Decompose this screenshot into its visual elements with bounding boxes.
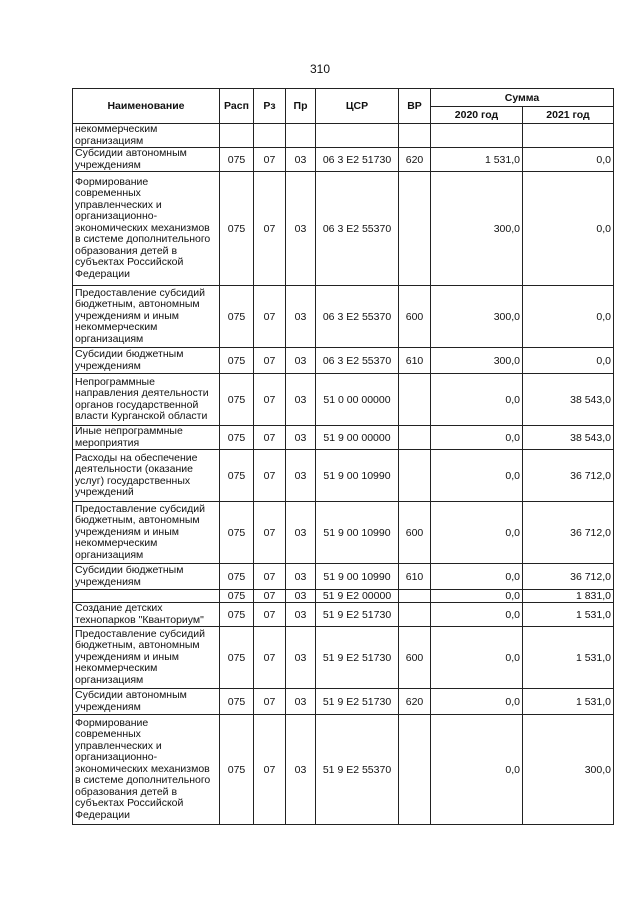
row-rz-cell: 07: [254, 603, 286, 627]
row-rasp-cell: 075: [220, 426, 254, 450]
row-name-cell: Расходы на обеспечение деятельности (оказание услуг) государственных учреждений: [73, 450, 220, 502]
row-rasp-cell: 075: [220, 627, 254, 689]
budget-table: [72, 88, 614, 825]
row-sum-2020-cell: [431, 124, 523, 148]
row-csr-cell: 51 9 Е2 51730: [316, 627, 399, 689]
row-rz-cell: 07: [254, 590, 286, 603]
row-vr-cell: 600: [399, 502, 431, 564]
row-name-cell: Предоставление субсидий бюджетным, автономным учреждениям и иным некоммерческим организациям: [73, 627, 220, 689]
row-name-cell: Непрограммные направления деятельности органов государственной власти Курганской области: [73, 374, 220, 426]
table-row: [73, 502, 614, 564]
row-rz-cell: 07: [254, 286, 286, 348]
row-csr-cell: 51 9 Е2 00000: [316, 590, 399, 603]
row-rasp-cell: 075: [220, 689, 254, 715]
table-row: [73, 172, 614, 286]
row-sum-2021-cell: 36 712,0: [523, 450, 614, 502]
row-sum-2020-cell: 0,0: [431, 502, 523, 564]
table-row: [73, 627, 614, 689]
row-pr-cell: 03: [286, 148, 316, 172]
row-csr-cell: 51 9 Е2 51730: [316, 689, 399, 715]
row-rz-cell: [254, 124, 286, 148]
row-pr-cell: 03: [286, 286, 316, 348]
row-csr-cell: 51 0 00 00000: [316, 374, 399, 426]
row-rasp-cell: 075: [220, 374, 254, 426]
table-row: [73, 148, 614, 172]
row-pr-cell: 03: [286, 426, 316, 450]
row-pr-cell: 03: [286, 374, 316, 426]
row-name-cell: Формирование современных управленческих и организационно-экономических механизмов в системе дополнительного образования детей в субъектах Российской Федерации: [73, 715, 220, 825]
table-header: [73, 89, 614, 124]
row-rz-cell: 07: [254, 172, 286, 286]
row-sum-2020-cell: 0,0: [431, 627, 523, 689]
row-name-cell: Субсидии бюджетным учреждениям: [73, 348, 220, 374]
row-rz-cell: 07: [254, 348, 286, 374]
header-vr: ВР: [399, 89, 431, 124]
row-sum-2021-cell: 1 531,0: [523, 627, 614, 689]
row-sum-2020-cell: 0,0: [431, 603, 523, 627]
row-sum-2021-cell: 0,0: [523, 148, 614, 172]
row-rasp-cell: 075: [220, 502, 254, 564]
row-csr-cell: 06 3 Е2 51730: [316, 148, 399, 172]
row-vr-cell: 620: [399, 148, 431, 172]
row-pr-cell: 03: [286, 564, 316, 590]
row-pr-cell: 03: [286, 450, 316, 502]
header-year-2020: 2020 год: [431, 107, 523, 124]
row-name-cell: некоммерческим организациям: [73, 124, 220, 148]
row-rasp-cell: 075: [220, 603, 254, 627]
row-vr-cell: 610: [399, 348, 431, 374]
row-sum-2020-cell: 1 531,0: [431, 148, 523, 172]
row-rasp-cell: 075: [220, 715, 254, 825]
row-sum-2021-cell: 0,0: [523, 172, 614, 286]
row-vr-cell: [399, 172, 431, 286]
row-vr-cell: 600: [399, 627, 431, 689]
header-summa: Сумма: [431, 89, 614, 107]
row-vr-cell: 620: [399, 689, 431, 715]
row-sum-2020-cell: 0,0: [431, 426, 523, 450]
row-pr-cell: 03: [286, 348, 316, 374]
row-pr-cell: 03: [286, 715, 316, 825]
row-name-cell: Иные непрограммные мероприятия: [73, 426, 220, 450]
row-pr-cell: 03: [286, 627, 316, 689]
row-csr-cell: 51 9 Е2 55370: [316, 715, 399, 825]
row-rasp-cell: 075: [220, 172, 254, 286]
row-sum-2021-cell: 0,0: [523, 348, 614, 374]
header-rasp: Расп: [220, 89, 254, 124]
row-csr-cell: [316, 124, 399, 148]
row-sum-2021-cell: 38 543,0: [523, 426, 614, 450]
row-sum-2021-cell: 36 712,0: [523, 502, 614, 564]
header-pr: Пр: [286, 89, 316, 124]
table-row: [73, 715, 614, 825]
row-sum-2020-cell: 300,0: [431, 348, 523, 374]
row-sum-2021-cell: [523, 124, 614, 148]
row-rz-cell: 07: [254, 627, 286, 689]
row-name-cell: Предоставление субсидий бюджетным, автономным учреждениям и иным некоммерческим организациям: [73, 502, 220, 564]
table-row: [73, 426, 614, 450]
row-csr-cell: 51 9 00 10990: [316, 502, 399, 564]
row-rasp-cell: [220, 124, 254, 148]
row-rz-cell: 07: [254, 715, 286, 825]
row-rasp-cell: 075: [220, 564, 254, 590]
table-row: [73, 590, 614, 603]
row-name-cell: Создание детских технопарков "Кванториум": [73, 603, 220, 627]
row-csr-cell: 06 3 Е2 55370: [316, 348, 399, 374]
row-rz-cell: 07: [254, 374, 286, 426]
row-sum-2021-cell: 1 831,0: [523, 590, 614, 603]
row-csr-cell: 06 3 Е2 55370: [316, 172, 399, 286]
row-csr-cell: 51 9 00 00000: [316, 426, 399, 450]
row-name-cell: Формирование современных управленческих и организационно-экономических механизмов в системе дополнительного образования детей в субъектах Российской Федерации: [73, 172, 220, 286]
table-row: [73, 124, 614, 148]
header-csr: ЦСР: [316, 89, 399, 124]
row-pr-cell: 03: [286, 172, 316, 286]
table-row: [73, 286, 614, 348]
row-name-cell: Субсидии автономным учреждениям: [73, 689, 220, 715]
table-row: [73, 374, 614, 426]
header-rz: Рз: [254, 89, 286, 124]
row-csr-cell: 51 9 00 10990: [316, 564, 399, 590]
row-vr-cell: [399, 426, 431, 450]
row-pr-cell: [286, 124, 316, 148]
row-sum-2020-cell: 0,0: [431, 374, 523, 426]
row-rz-cell: 07: [254, 426, 286, 450]
row-sum-2020-cell: 0,0: [431, 450, 523, 502]
row-sum-2020-cell: 0,0: [431, 689, 523, 715]
row-vr-cell: [399, 124, 431, 148]
row-name-cell: Субсидии автономным учреждениям: [73, 148, 220, 172]
row-rasp-cell: 075: [220, 286, 254, 348]
row-vr-cell: [399, 374, 431, 426]
header-name: Наименование: [73, 89, 220, 124]
table-row: [73, 348, 614, 374]
row-vr-cell: 610: [399, 564, 431, 590]
row-rz-cell: 07: [254, 148, 286, 172]
row-rasp-cell: 075: [220, 450, 254, 502]
row-rasp-cell: 075: [220, 148, 254, 172]
row-vr-cell: [399, 715, 431, 825]
row-vr-cell: [399, 603, 431, 627]
row-csr-cell: 51 9 00 10990: [316, 450, 399, 502]
row-sum-2020-cell: 0,0: [431, 564, 523, 590]
row-name-cell: Субсидии бюджетным учреждениям: [73, 564, 220, 590]
row-pr-cell: 03: [286, 603, 316, 627]
row-rz-cell: 07: [254, 502, 286, 564]
row-rasp-cell: 075: [220, 590, 254, 603]
row-sum-2021-cell: 36 712,0: [523, 564, 614, 590]
row-rz-cell: 07: [254, 689, 286, 715]
table-row: [73, 450, 614, 502]
row-pr-cell: 03: [286, 590, 316, 603]
row-sum-2021-cell: 300,0: [523, 715, 614, 825]
row-sum-2020-cell: 0,0: [431, 715, 523, 825]
row-csr-cell: 06 3 Е2 55370: [316, 286, 399, 348]
row-sum-2021-cell: 0,0: [523, 286, 614, 348]
row-vr-cell: [399, 590, 431, 603]
row-sum-2021-cell: 1 531,0: [523, 603, 614, 627]
row-pr-cell: 03: [286, 502, 316, 564]
table-row: [73, 689, 614, 715]
row-vr-cell: 600: [399, 286, 431, 348]
row-sum-2021-cell: 1 531,0: [523, 689, 614, 715]
row-csr-cell: 51 9 Е2 51730: [316, 603, 399, 627]
row-sum-2020-cell: 300,0: [431, 172, 523, 286]
row-name-cell: [73, 590, 220, 603]
header-year-2021: 2021 год: [523, 107, 614, 124]
page-number: 310: [309, 62, 331, 76]
row-name-cell: Предоставление субсидий бюджетным, автономным учреждениям и иным некоммерческим организациям: [73, 286, 220, 348]
row-sum-2021-cell: 38 543,0: [523, 374, 614, 426]
table-body: [73, 124, 614, 825]
row-rasp-cell: 075: [220, 348, 254, 374]
row-pr-cell: 03: [286, 689, 316, 715]
row-vr-cell: [399, 450, 431, 502]
table-row: [73, 603, 614, 627]
row-sum-2020-cell: 0,0: [431, 590, 523, 603]
table-row: [73, 564, 614, 590]
row-rz-cell: 07: [254, 564, 286, 590]
row-rz-cell: 07: [254, 450, 286, 502]
row-sum-2020-cell: 300,0: [431, 286, 523, 348]
